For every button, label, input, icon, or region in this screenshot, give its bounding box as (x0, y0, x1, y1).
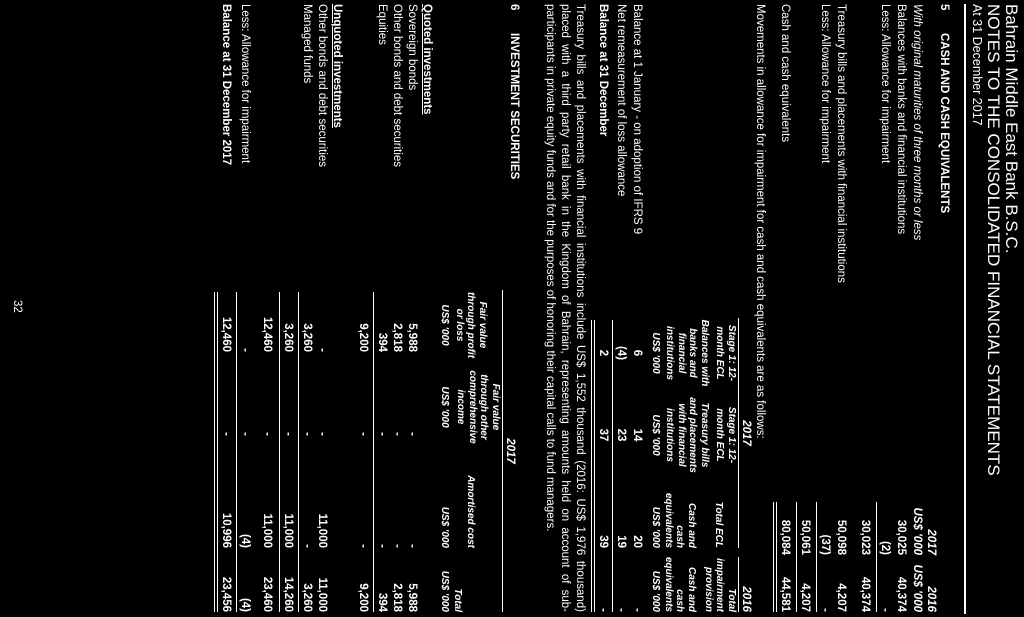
inv-value: 5,988 (406, 583, 418, 612)
quoted-investments-heading: Quoted investments (421, 4, 433, 115)
inv-col-unit: US$ '000 (439, 506, 450, 548)
mov-total-value: 2 (597, 349, 609, 357)
note5-heading: CASH AND CASH EQUIVALENTS (938, 33, 950, 214)
subtotal-rule (796, 502, 797, 612)
bank-name: Bahrain Middle East Bank B.S.C. (1002, 4, 1021, 254)
mov-value: 6 (631, 349, 643, 357)
mov-col-unit: US$ '000 (650, 506, 661, 548)
note5-value-2016: - (819, 608, 831, 612)
allowance-value: - (239, 348, 251, 352)
inv-value: - (391, 432, 403, 436)
note5-value-2017: 30,023 (859, 519, 871, 555)
note5-value-2016: 4,207 (799, 583, 811, 612)
mov-total-label: Balance at 31 December (597, 4, 609, 137)
note5-row-label: Less: Allowance for impairment (879, 4, 891, 164)
mov-value: - (631, 608, 643, 612)
note6-heading: INVESTMENT SECURITIES (508, 33, 520, 180)
note5-value-2017: (37) (819, 534, 831, 555)
note5-value-2016: - (879, 608, 891, 612)
subtotal-rule (279, 292, 280, 612)
inv-col-desc: Fair value through other comprehensive income (455, 370, 501, 444)
mov-value: 20 (631, 535, 643, 548)
inv-row-label: Other bonds and debt securities (391, 4, 403, 168)
mov-total-value: - (597, 608, 609, 612)
year-rule (738, 318, 739, 548)
inv-value: - (376, 544, 388, 548)
note5-total-2016: 44,581 (779, 576, 791, 612)
inv-value: 394 (376, 332, 388, 352)
movements-year-2016: 2016 (740, 586, 752, 612)
note5-total-2017: 80,084 (779, 519, 791, 555)
inv-row-label: Sovereign bonds (406, 4, 418, 91)
mov-col-desc: Cash and cash equivalents (663, 492, 697, 548)
mov-col-stage: Total ECL (713, 501, 724, 548)
note5-value-2016: 4,207 (835, 583, 847, 612)
mov-col-desc: Balances with banks and financial institutions (664, 319, 710, 387)
treasury-bills-note: Treasury bills and placements with financial institutions include US$ 1,552 thousand (2016: US$ 1,976 thousand) placed with a third party retail bank in the Kingdom of Bahrain, representing amounts held on account of sub-participants in private equity funds and for the purposes of honoring their capital calls to fund managers. (544, 4, 586, 612)
note5-value-2017: 50,098 (835, 519, 847, 555)
total-double-rule (214, 292, 218, 612)
inv-row-label: Equities (376, 4, 388, 45)
mov-total-value: 39 (597, 535, 609, 548)
subtotal-rule (298, 292, 299, 612)
inv-col-unit: US$ '000 (439, 570, 450, 612)
note5-row-label: Treasury bills and placements with financial institutions (835, 4, 847, 283)
inv-value: 5,988 (406, 323, 418, 352)
inv-col-desc: Total (452, 588, 463, 612)
movements-intro: Movements in allowance for impairment for cash and cash equivalents are as follows: (754, 4, 766, 439)
investments-subtotal: 11,000 (261, 513, 273, 548)
note5-number: 5 (938, 4, 950, 11)
inv-value: - (316, 348, 328, 352)
balance-value: 23,456 (220, 576, 232, 612)
mov-total-value: 37 (597, 428, 609, 442)
quoted-total: 9,200 (357, 323, 369, 352)
mov-col-unit: US$ '000 (650, 414, 661, 456)
inv-value: - (316, 432, 328, 436)
inv-value: - (301, 544, 313, 548)
total-double-rule (591, 320, 595, 612)
inv-row-label: Managed funds (301, 4, 313, 84)
unquoted-total: 11,000 (282, 513, 294, 548)
note5-year-2017: 2017 (925, 529, 937, 555)
investments-subtotal: - (261, 432, 273, 436)
mov-value: 19 (615, 535, 627, 548)
header-rule (964, 4, 966, 614)
subtotal-rule (236, 292, 237, 612)
inv-value: 11,000 (316, 577, 328, 612)
inv-value: - (301, 432, 313, 436)
subtotal-rule (373, 292, 374, 612)
total-double-rule (773, 502, 777, 612)
mov-col-stage: Total impairment provision (703, 558, 737, 612)
balance-label: Balance at 31 December 2017 (220, 4, 232, 166)
inv-value: - (406, 432, 418, 436)
investments-subtotal: 23,460 (261, 576, 273, 612)
subtotal-rule (612, 320, 613, 612)
note5-value-2017: 50,061 (799, 519, 811, 555)
balance-value: 12,460 (220, 316, 232, 352)
inv-value: 2,818 (391, 323, 403, 352)
note5-row-label: Balances with banks and financial institutions (895, 4, 907, 235)
allowance-label: Less: Allowance for impairment (239, 4, 251, 164)
quoted-total: 9,200 (357, 583, 369, 612)
inv-col-unit: US$ '000 (439, 386, 450, 428)
inv-value: 3,260 (301, 583, 313, 612)
note5-value-2017: (2) (879, 540, 891, 555)
inv-col-unit: US$ '000 (439, 304, 450, 346)
unquoted-total: 3,260 (282, 323, 294, 352)
note5-total-label: Cash and cash equivalents (779, 4, 791, 143)
note5-year-2016: 2016 (925, 586, 937, 612)
balance-value: - (220, 432, 232, 436)
quoted-total: - (357, 432, 369, 436)
investments-subtotal: 12,460 (261, 316, 273, 352)
mov-col-stage: Stage 1: 12-month ECL (714, 324, 737, 382)
allowance-value: - (239, 432, 251, 436)
note5-row-label: Less: Allowance for impairment (819, 4, 831, 164)
mov-col-desc: Treasury bills and placements with financial institutions (664, 397, 710, 473)
allowance-value: (4) (239, 597, 251, 612)
inv-value: - (376, 432, 388, 436)
inv-value: 2,818 (391, 583, 403, 612)
note6-year: 2017 (504, 438, 516, 464)
mov-col-unit: US$ '000 (650, 570, 661, 612)
document-title: NOTES TO THE CONSOLIDATED FINANCIAL STATEMENTS (984, 4, 1003, 476)
subtotal-rule (876, 502, 877, 612)
inv-col-desc: Amortised cost (465, 475, 476, 548)
note5-row-label: With original maturities of three months or less (911, 4, 923, 241)
mov-col-stage: Stage 1: 12-month ECL (714, 406, 737, 464)
note5-value-2017: 30,025 (895, 519, 907, 555)
inv-value: - (406, 544, 418, 548)
subtotal-rule (816, 502, 817, 612)
year-rule (502, 290, 503, 612)
inv-col-desc: Fair value through profit or loss (454, 291, 488, 359)
mov-value: - (615, 608, 627, 612)
mov-value: (4) (615, 345, 627, 361)
inv-value: - (391, 544, 403, 548)
note5-value-2016: 40,374 (859, 576, 871, 612)
inv-row-label: Other bonds and debt securities (316, 4, 328, 168)
inv-value: 11,000 (316, 513, 328, 548)
movements-year-2017: 2017 (740, 420, 752, 446)
note6-number: 6 (508, 4, 520, 11)
page-number: 32 (11, 300, 23, 313)
mov-value: 23 (615, 428, 627, 442)
unquoted-total: - (282, 432, 294, 436)
mov-col-unit: US$ '000 (650, 332, 661, 374)
inv-value: 3,260 (301, 323, 313, 352)
note5-unit-2016: US$ '000 (911, 564, 923, 612)
mov-col-desc: Cash and cash equivalents (663, 556, 697, 612)
allowance-value: (4) (239, 533, 251, 548)
year-rule (738, 557, 739, 612)
quoted-total: - (357, 544, 369, 548)
mov-value: 14 (631, 428, 643, 442)
note5-value-2016: 40,374 (895, 576, 907, 612)
unquoted-investments-heading: Unquoted investments (331, 4, 343, 128)
balance-value: 10,996 (220, 512, 232, 548)
mov-row-label: Balance at 1 January - on adoption of IFRS 9 (631, 4, 643, 235)
document-date: At 31 December 2017 (970, 4, 984, 126)
unquoted-total: 14,260 (282, 576, 294, 612)
inv-value: 394 (376, 592, 388, 612)
mov-row-label: Net remeasurement of loss allowance (615, 4, 627, 197)
note5-unit-2017: US$ '000 (911, 507, 923, 555)
